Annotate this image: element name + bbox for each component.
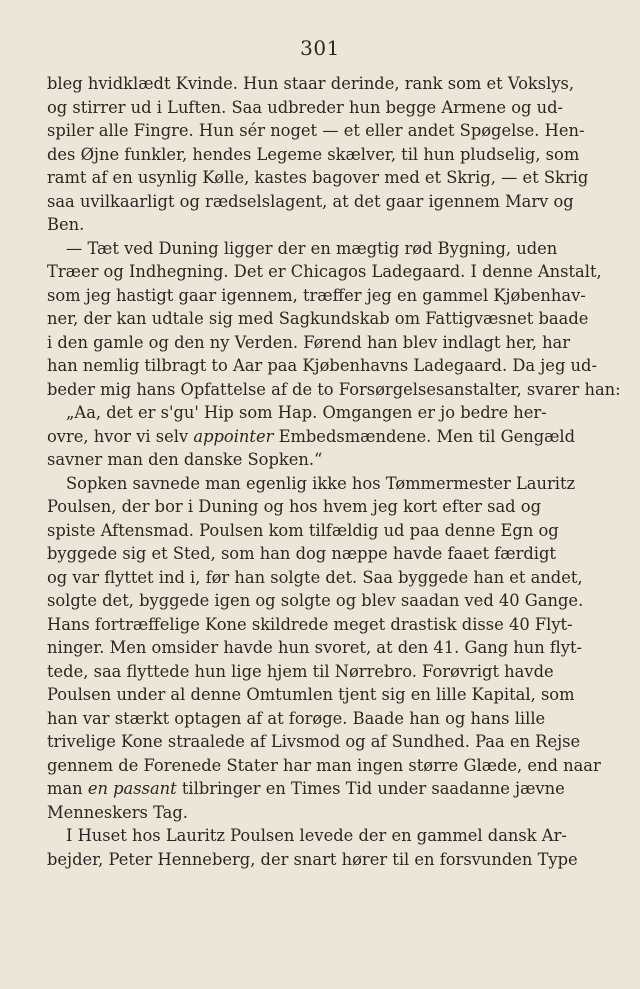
text-line: i den gamle og den ny Verden. Førend han blev indlagt her, har	[47, 332, 571, 352]
text-line: byggede sig et Sted, som han dog næppe havde faaet færdigt	[47, 544, 556, 563]
text-line: „Aa, det er s'gu' Hip som Hap. Omgangen er jo bedre her-	[66, 403, 547, 422]
text-segment: man	[47, 779, 88, 798]
italic-term: en passant	[87, 779, 177, 798]
page-number: 301	[300, 36, 340, 60]
text-line: og stirrer ud i Luften. Saa udbreder hun begge Armene og ud-	[47, 97, 564, 117]
text-line: Træer og Indhegning. Det er Chicagos Ladegaard. I denne Anstalt,	[47, 262, 602, 281]
text-line: Poulsen, der bor i Duning og hos hvem jeg kort efter sad og	[47, 497, 541, 516]
text-segment: Embedsmændene. Men til Gengæld	[273, 426, 576, 446]
text-segment: tilbringer en Times Tid under saadanne jævne	[176, 779, 565, 798]
text-line: bejder, Peter Henneberg, der snart hører til en forsvunden Type	[47, 849, 578, 869]
text-line: solgte det, byggede igen og solgte og blev saadan ved 40 Gange.	[47, 591, 584, 610]
text-segment: ovre, hvor vi selv	[47, 426, 194, 446]
text-line: gennem de Forenede Stater har man ingen større Glæde, end naar	[47, 755, 601, 775]
text-line: Ben.	[47, 215, 85, 234]
text-line: — Tæt ved Duning ligger der en mægtig rød Bygning, uden	[66, 238, 558, 258]
text-line: Sopken savnede man egenlig ikke hos Tømmermester Lauritz	[66, 473, 576, 493]
text-line: han var stærkt optagen af at forøge. Baade han og hans lille	[47, 708, 546, 728]
text-line: trivelige Kone straalede af Livsmod og af Sundhed. Paa en Rejse	[47, 732, 581, 751]
text-line: beder mig hans Opfattelse af de to Forsørgelsesanstalter, svarer han:	[47, 379, 621, 399]
text-line: og var flyttet ind i, før han solgte det. Saa byggede han et andet,	[47, 567, 583, 587]
text-line: Hans fortræffelige Kone skildrede meget drastisk disse 40 Flyt-	[47, 614, 573, 634]
text-line: han nemlig tilbragt to Aar paa Kjøbenhavns Ladegaard. Da jeg ud-	[47, 356, 597, 375]
text-line: spiler alle Fingre. Hun sér noget — et eller andet Spøgelse. Hen-	[47, 121, 585, 140]
text-line: Menneskers Tag.	[47, 802, 188, 822]
text-line: ner, der kan udtale sig med Sagkundskab om Fattigvæsnet baade	[47, 309, 589, 328]
text-line: bleg hvidklædt Kvinde. Hun staar derinde, rank som et Vokslys,	[47, 74, 575, 93]
text-line: Poulsen under al denne Omtumlen tjent sig en lille Kapital, som	[47, 685, 575, 704]
text-line	[47, 425, 576, 449]
text-line: som jeg hastigt gaar igennem, træffer jeg en gammel Kjøbenhav-	[47, 285, 586, 305]
text-line: spiste Aftensmad. Poulsen kom tilfældig ud paa denne Egn og	[47, 520, 559, 540]
text-line: tede, saa flyttede hun lige hjem til Nørrebro. Forøvrigt havde	[47, 661, 554, 681]
text-line: I Huset hos Lauritz Poulsen levede der en gammel dansk Ar-	[66, 826, 567, 845]
text-line: ninger. Men omsider havde hun svoret, at den 41. Gang hun flyt-	[47, 638, 583, 657]
body-text	[47, 72, 621, 871]
text-line: savner man den danske Sopken.“	[47, 450, 323, 469]
italic-term: appointer	[193, 426, 274, 446]
text-line: saa uvilkaarligt og rædselslagent, at det gaar igennem Marv og	[47, 191, 574, 211]
text-line: des Øjne funkler, hendes Legeme skælver, til hun pludselig, som	[47, 144, 580, 164]
text-line: ramt af en usynlig Kølle, kastes bagover med et Skrig, — et Skrig	[47, 168, 589, 187]
text-line	[47, 777, 565, 801]
